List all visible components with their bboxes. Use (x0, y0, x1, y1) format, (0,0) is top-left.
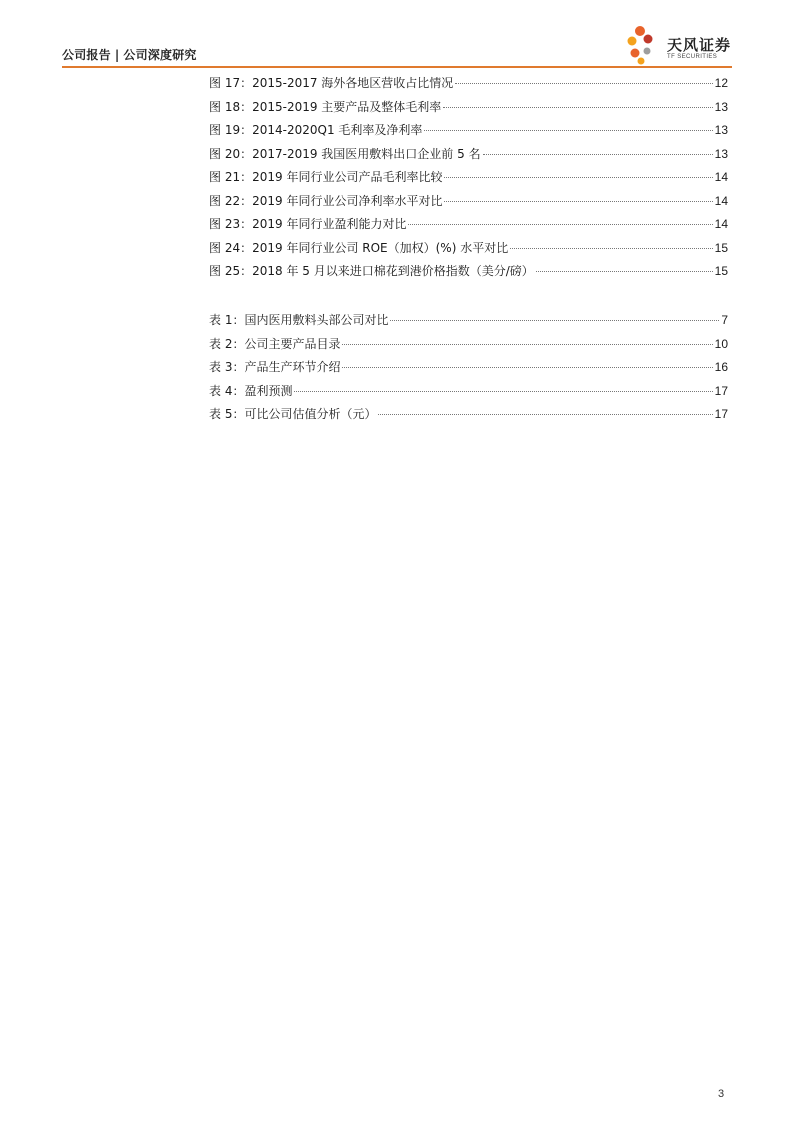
toc-entry-page: 7 (721, 313, 728, 327)
table-list (209, 311, 728, 429)
dot-leader (342, 344, 712, 345)
toc-entry-table-4[interactable] (209, 382, 728, 406)
toc-entry-label: 图 24：2019 年同行业公司 ROE（加权）(%) 水平对比 (209, 240, 509, 255)
toc-entry-page: 13 (714, 99, 728, 114)
header-right-label: 公司深度研究 (123, 48, 197, 62)
toc-entry-label: 图 17：2015-2017 海外各地区营收占比情况 (209, 76, 454, 90)
toc-entry-figure-17[interactable] (209, 74, 728, 98)
header-left-label: 公司报告 (62, 48, 111, 62)
dot-leader (444, 177, 712, 178)
dot-leader (294, 391, 712, 392)
figure-list (209, 74, 728, 286)
dot-leader (424, 130, 712, 131)
toc-entry-figure-21[interactable] (209, 168, 728, 192)
toc-entry-label: 图 23：2019 年同行业盈利能力对比 (209, 217, 407, 231)
toc-entry-label: 表 3：产品生产环节介绍 (209, 360, 341, 374)
toc-entry-figure-19[interactable] (209, 121, 728, 145)
toc-entry-label: 图 19：2014-2020Q1 毛利率及净利率 (209, 123, 423, 137)
toc-entry-table-3[interactable] (209, 358, 728, 382)
toc-entry-label: 图 21：2019 年同行业公司产品毛利率比较 (209, 170, 443, 184)
toc-entry-page: 17 (714, 407, 728, 421)
toc-entry-page: 12 (714, 76, 728, 90)
toc-entry-label: 表 5：可比公司估值分析（元） (209, 407, 377, 421)
dot-leader (483, 154, 713, 155)
dot-leader (408, 224, 712, 225)
header-separator: | (114, 48, 120, 62)
toc-entry-figure-24[interactable] (209, 239, 728, 263)
page-number: 3 (718, 1088, 725, 1100)
toc-entry-label: 图 22：2019 年同行业公司净利率水平对比 (209, 193, 443, 208)
toc-entry-label: 表 2：公司主要产品目录 (209, 336, 341, 351)
toc-entry-label: 图 25：2018 年 5 月以来进口棉花到港价格指数（美分/磅） (209, 264, 534, 278)
dot-leader (536, 271, 713, 272)
dot-leader (378, 414, 712, 415)
toc-entry-page: 13 (714, 123, 728, 137)
toc-entry-table-2[interactable] (209, 335, 728, 359)
toc-entry-page: 17 (714, 383, 728, 398)
dot-leader (390, 320, 719, 321)
toc-entry-page: 16 (714, 360, 728, 374)
logo-subtitle: TF SECURITIES (667, 54, 718, 60)
toc-entry-page: 15 (714, 264, 728, 278)
toc-entry-label: 图 18：2015-2019 主要产品及整体毛利率 (209, 99, 442, 114)
toc-entry-label: 表 4：盈利预测 (209, 383, 293, 398)
toc-entry-page: 14 (714, 170, 728, 184)
toc-entry-table-1[interactable] (209, 311, 728, 335)
dot-leader (444, 201, 712, 202)
toc-entry-figure-18[interactable] (209, 98, 728, 122)
dot-leader (342, 367, 712, 368)
toc-entry-page: 14 (714, 193, 728, 208)
toc-entry-page: 13 (714, 146, 728, 161)
toc-entry-page: 14 (714, 217, 728, 231)
header-divider (62, 66, 732, 68)
dot-leader (510, 248, 712, 249)
toc-entry-figure-23[interactable] (209, 215, 728, 239)
dot-leader (443, 107, 712, 108)
toc-entry-figure-25[interactable] (209, 262, 728, 286)
toc-entry-page: 15 (714, 240, 728, 255)
toc-entry-page: 10 (714, 336, 728, 351)
toc-entry-figure-20[interactable] (209, 145, 728, 169)
dot-leader (455, 83, 712, 84)
logo-name: 天风证券 (667, 36, 732, 54)
toc-entry-label: 表 1：国内医用敷料头部公司对比 (209, 313, 389, 327)
toc-entry-table-5[interactable] (209, 405, 728, 429)
report-header (62, 46, 197, 63)
toc-entry-label: 图 20：2017-2019 我国医用敷料出口企业前 5 名 (209, 146, 481, 161)
toc-entry-figure-22[interactable] (209, 192, 728, 216)
